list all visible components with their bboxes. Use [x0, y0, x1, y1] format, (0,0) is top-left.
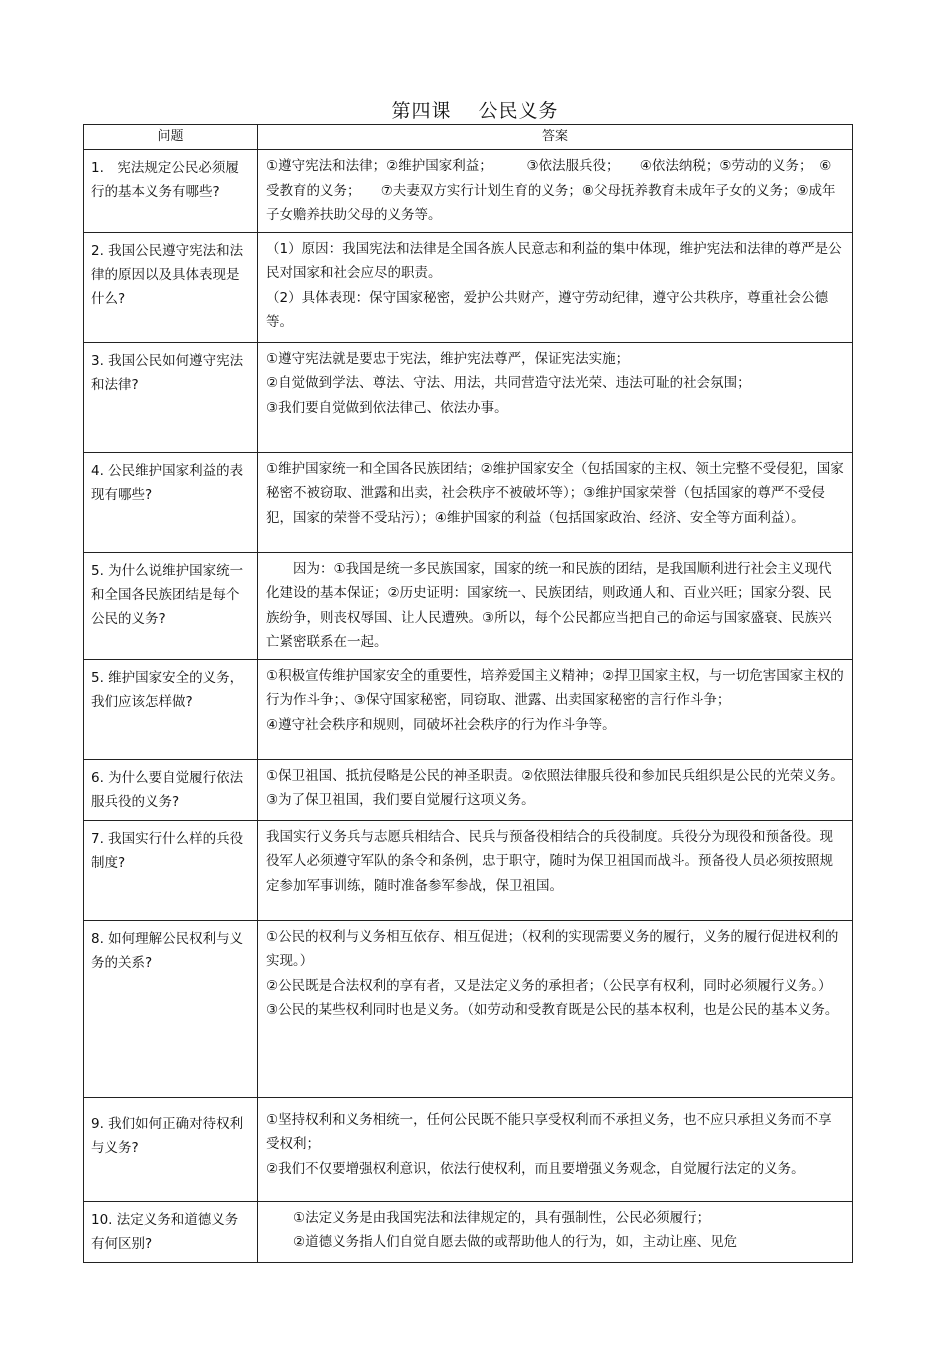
answer-line: ②道德义务指人们自觉自愿去做的或帮助他人的行为，如，主动让座、见危 [293, 1234, 738, 1250]
answer-cell [258, 150, 853, 233]
table-row [84, 1201, 853, 1262]
table-row [84, 232, 853, 342]
answer-line: ②自觉做到学法、尊法、守法、用法，共同营造守法光荣、违法可耻的社会氛围； [266, 375, 751, 391]
answer-cell [258, 552, 853, 659]
answer-cell [258, 920, 853, 1097]
answer-line: ①遵守宪法和法律；②维护国家利益； ③依法服兵役； ④依法纳税；⑤劳动的义务； ⑥受教育的义务； ⑦夫妻双方实行计划生育的义务；⑧父母抚养教育未成年子女的义务；⑨成年子女赡养扶助父母的义务等。 [266, 158, 836, 223]
question-cell: 10. 法定义务和道德义务有何区别? [84, 1201, 258, 1262]
answer-cell [258, 232, 853, 342]
table-row [84, 659, 853, 759]
answer-line: ①遵守宪法就是要忠于宪法，维护宪法尊严，保证宪法实施； [266, 350, 630, 367]
answer-line: ②我们不仅要增强权利意识，依法行使权利，而且要增强义务观念，自觉履行法定的义务。 [266, 1160, 805, 1177]
header-question: 问题 [84, 125, 258, 150]
answer-line: ②公民既是合法权利的享有者，又是法定义务的承担者；（公民享有权利，同时必须履行义务。） [266, 977, 832, 994]
answer-line: ④遵守社会秩序和规则，同破坏社会秩序的行为作斗争等。 [266, 716, 616, 733]
question-cell: 4. 公民维护国家利益的表现有哪些? [84, 452, 258, 552]
answer-cell [258, 452, 853, 552]
question-cell: 6. 为什么要自觉履行依法服兵役的义务? [84, 759, 258, 820]
answer-cell [258, 659, 853, 759]
question-cell: 5. 为什么说维护国家统一和全国各民族团结是每个公民的义务? [84, 552, 258, 659]
answer-line: 我国实行义务兵与志愿兵相结合、民兵与预备役相结合的兵役制度。兵役分为现役和预备役。现役军人必须遵守军队的条令和条例，忠于职守，随时为保卫祖国而战斗。预备役人员必须按照规定参加军事训练，随时准备参军参战，保卫祖国。 [266, 828, 833, 894]
table-row [84, 342, 853, 452]
question-cell: 5. 维护国家安全的义务，我们应该怎样做? [84, 659, 258, 759]
table-row [84, 552, 853, 659]
question-cell: 7. 我国实行什么样的兵役制度? [84, 820, 258, 920]
answer-cell [258, 759, 853, 820]
answer-cell [258, 1201, 853, 1262]
answer-line: ①积极宣传维护国家安全的重要性，培养爱国主义精神；②捍卫国家主权，与一切危害国家主权的行为作斗争；、③保守国家秘密，同窃取、泄露、出卖国家秘密的言行作斗争； [266, 667, 844, 708]
table-header-row [84, 125, 853, 150]
answer-line: ①维护国家统一和全国各民族团结；②维护国家安全（包括国家的主权、领土完整不受侵犯，国家秘密不被窃取、泄露和出卖，社会秩序不被破坏等）；③维护国家荣誉（包括国家的尊严不受侵犯，国家的荣誉不受玷污）；④维护国家的利益（包括国家政治、经济、安全等方面利益）。 [266, 460, 844, 526]
question-cell: 9. 我们如何正确对待权利与义务? [84, 1097, 258, 1201]
answer-line: ①保卫祖国、抵抗侵略是公民的神圣职责。②依照法律服兵役和参加民兵组织是公民的光荣义务。③为了保卫祖国，我们要自觉履行这项义务。 [266, 767, 844, 808]
answer-cell [258, 820, 853, 920]
answer-line: （1）原因：我国宪法和法律是全国各族人民意志和利益的集中体现，维护宪法和法律的尊严是公民对国家和社会应尽的职责。 [266, 240, 842, 281]
answer-line: ③我们要自觉做到依法律己、依法办事。 [266, 399, 508, 416]
question-cell: 2. 我国公民遵守宪法和法律的原因以及具体表现是什么? [84, 232, 258, 342]
question-cell: 3. 我国公民如何遵守宪法和法律? [84, 342, 258, 452]
answer-line: （2）具体表现：保守国家秘密，爱护公共财产，遵守劳动纪律，遵守公共秩序，尊重社会公德等。 [266, 289, 829, 330]
page-title: 第四课 公民义务 [391, 100, 559, 122]
answer-line: ③公民的某些权利同时也是义务。（如劳动和受教育既是公民的基本权利，也是公民的基本义务。 [266, 1002, 839, 1018]
answer-line: 因为：①我国是统一多民族国家，国家的统一和民族的团结，是我国顺利进行社会主义现代化建设的基本保证；②历史证明：国家统一、民族团结，则政通人和、百业兴旺；国家分裂、民族纷争，则丧权辱国、让人民遭殃。③所以，每个公民都应当把自己的命运与国家盛衰、民族兴亡紧密联系在一起。 [266, 560, 832, 650]
answer-line: ①坚持权利和义务相统一，任何公民既不能只享受权利而不承担义务，也不应只承担义务而不享受权利； [266, 1111, 832, 1152]
answer-line: ①法定义务是由我国宪法和法律规定的，具有强制性，公民必须履行； [293, 1209, 711, 1226]
answer-line: ①公民的权利与义务相互依存、相互促进；（权利的实现需要义务的履行，义务的履行促进权利的实现。） [266, 928, 839, 969]
table-row [84, 150, 853, 233]
question-cell: 1. 宪法规定公民必须履行的基本义务有哪些? [84, 150, 258, 233]
table-row [84, 759, 853, 820]
answer-cell [258, 1097, 853, 1201]
table-row [84, 1097, 853, 1201]
table-row [84, 820, 853, 920]
question-cell: 8. 如何理解公民权利与义务的关系? [84, 920, 258, 1097]
header-answer: 答案 [258, 125, 853, 150]
table-row [84, 920, 853, 1097]
qa-table [83, 124, 853, 1263]
answer-cell [258, 342, 853, 452]
table-row [84, 452, 853, 552]
